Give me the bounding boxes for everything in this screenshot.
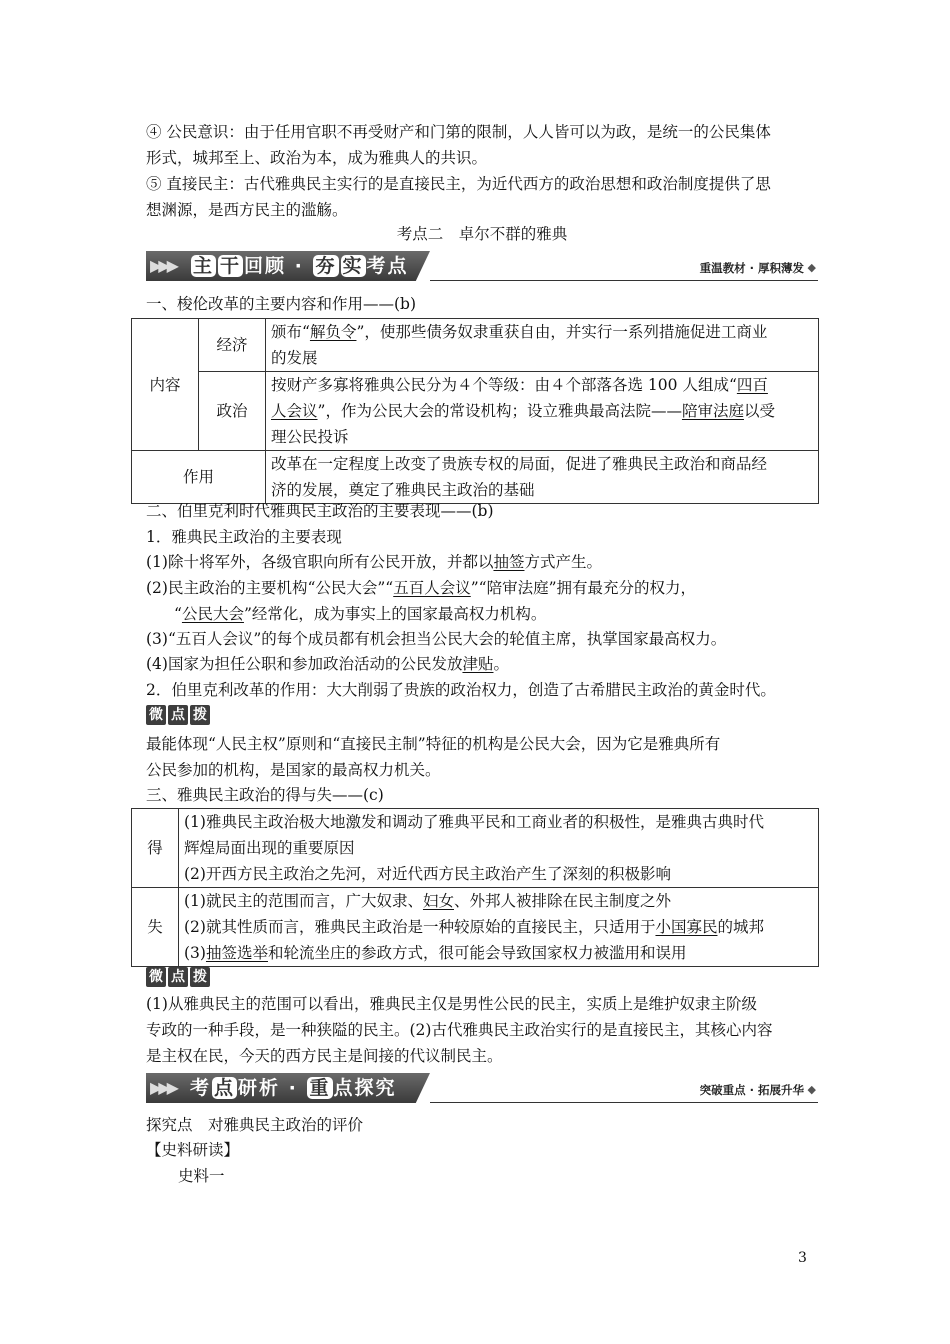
table-row (132, 809, 819, 888)
banner-title: 考 点 研析 · 重 点探究 (190, 1077, 397, 1099)
banner-subtitle: 突破重点 · 拓展升华 (699, 1083, 804, 1097)
tip-text: (1)从雅典民主的范围可以看出，雅典民主仅是男性公民的民主，实质上是维护奴隶主阶级 专政的一种手段，是一种狭隘的民主。(2)古代雅典民主政治实行的是直接民主，其核心内容 是主权在民，今天的西方民主是间接的代议制民主。 (146, 995, 773, 1065)
chevron-arrows-icon: ▶▶▶ (150, 256, 175, 275)
banner-title: 主 干 回顾 · 夯 实 考点 (193, 255, 409, 277)
table-row (132, 451, 819, 504)
heading-pericles: 二、伯里克利时代雅典民主政治的主要表现——(b) (146, 502, 494, 520)
loss-cell: (1)就民主的范围而言，广大奴隶、妇女、外邦人被排除在民主制度之外 (2)就其性质而言，雅典民主政治是一种较原始的直接民主，只适用于小国寡民的城邦 (3)抽签选举和轮流坐庄的参政方式，很可能会导致国家权力被滥用和误用 (179, 888, 819, 967)
row-label-gain: 得 (132, 809, 179, 888)
row-label-politics: 政治 (199, 372, 266, 451)
banner-rule (430, 1102, 818, 1103)
banner-rule (430, 280, 818, 281)
material-heading: 【史料研读】 (146, 1141, 240, 1159)
section-title: 考点二 卓尔不群的雅典 (396, 225, 568, 243)
row-label-economy: 经济 (199, 319, 266, 372)
gains-losses-table (131, 808, 819, 967)
effect-cell: 改革在一定程度上改变了贵族专权的局面，促进了雅典民主政治和商品经 济的发展，奠定了雅典民主政治的基础 (266, 451, 819, 504)
tip-text: 最能体现“人民主权”原则和“直接民主制”特征的机构是公民大会，因为它是雅典所有 公民参加的机构，是国家的最高权力机关。 (146, 735, 721, 779)
paragraph-civic-awareness: ④ 公民意识：由于任用官职不再受财产和门第的限制，人人皆可以为政，是统一的公民集体 形式，城邦至上、政治为本，成为雅典人的共识。 (146, 123, 771, 167)
heading-gains-losses: 三、雅典民主政治的得与失——(c) (146, 786, 384, 804)
list-item: (4)国家为担任公职和参加政治活动的公民发放津贴。 (146, 655, 509, 673)
subheading-manifestations: 1．雅典民主政治的主要表现 (146, 528, 342, 546)
banner-subtitle: 重温教材 · 厚积薄发 (699, 261, 804, 275)
banner-analysis (146, 1073, 818, 1105)
diamond-icon: ◆ (807, 261, 816, 274)
solon-reform-table (131, 318, 819, 504)
list-item: (3)“五百人会议”的每个成员都有机会担当公民大会的轮值主席，执掌国家最高权力。 (146, 630, 727, 648)
page-number: 3 (798, 1250, 807, 1266)
banner-review (146, 251, 818, 283)
table-row (132, 372, 819, 451)
gain-cell: (1)雅典民主政治极大地激发和调动了雅典平民和工商业者的积极性，是雅典古典时代 辉煌局面出现的重要原因 (2)开西方民主政治之先河，对近代西方民主政治产生了深刻的积极影响 (179, 809, 819, 888)
chevron-arrows-icon: ▶▶▶ (150, 1078, 175, 1097)
heading-solon-reform: 一、梭伦改革的主要内容和作用——(b) (146, 295, 417, 313)
table-row (132, 888, 819, 967)
material-label: 史料一 (178, 1167, 225, 1185)
tip-badge: 微 点 拨 (146, 967, 212, 987)
row-label-content: 内容 (132, 319, 199, 451)
list-item: (1)除十将军外，各级官职向所有公民开放，并都以抽签方式产生。 (146, 553, 602, 571)
diamond-icon: ◆ (807, 1083, 816, 1096)
subheading-pericles-effect: 2．伯里克利改革的作用：大大削弱了贵族的政治权力，创造了古希腊民主政治的黄金时代。 (146, 681, 776, 699)
list-item: (2)民主政治的主要机构“公民大会”“五百人会议”“陪审法庭”拥有最充分的权力， “公民大会”经常化，成为事实上的国家最高权力机构。 (146, 579, 697, 623)
explore-heading: 探究点 对雅典民主政治的评价 (146, 1116, 364, 1134)
row-label-effect: 作用 (132, 451, 266, 504)
row-label-loss: 失 (132, 888, 179, 967)
economy-cell: 颁布“解负令”，使那些债务奴隶重获自由，并实行一系列措施促进工商业 的发展 (266, 319, 819, 372)
tip-badge: 微 点 拨 (146, 705, 212, 725)
paragraph-direct-democracy: ⑤ 直接民主：古代雅典民主实行的是直接民主，为近代西方的政治思想和政治制度提供了思 想渊源，是西方民主的滥觞。 (146, 175, 771, 219)
table-row (132, 319, 819, 372)
politics-cell: 按财产多寡将雅典公民分为４个等级：由４个部落各选 100 人组成“四百 人会议”，作为公民大会的常设机构；设立雅典最高法院——陪审法庭以受 理公民投诉 (266, 372, 819, 451)
